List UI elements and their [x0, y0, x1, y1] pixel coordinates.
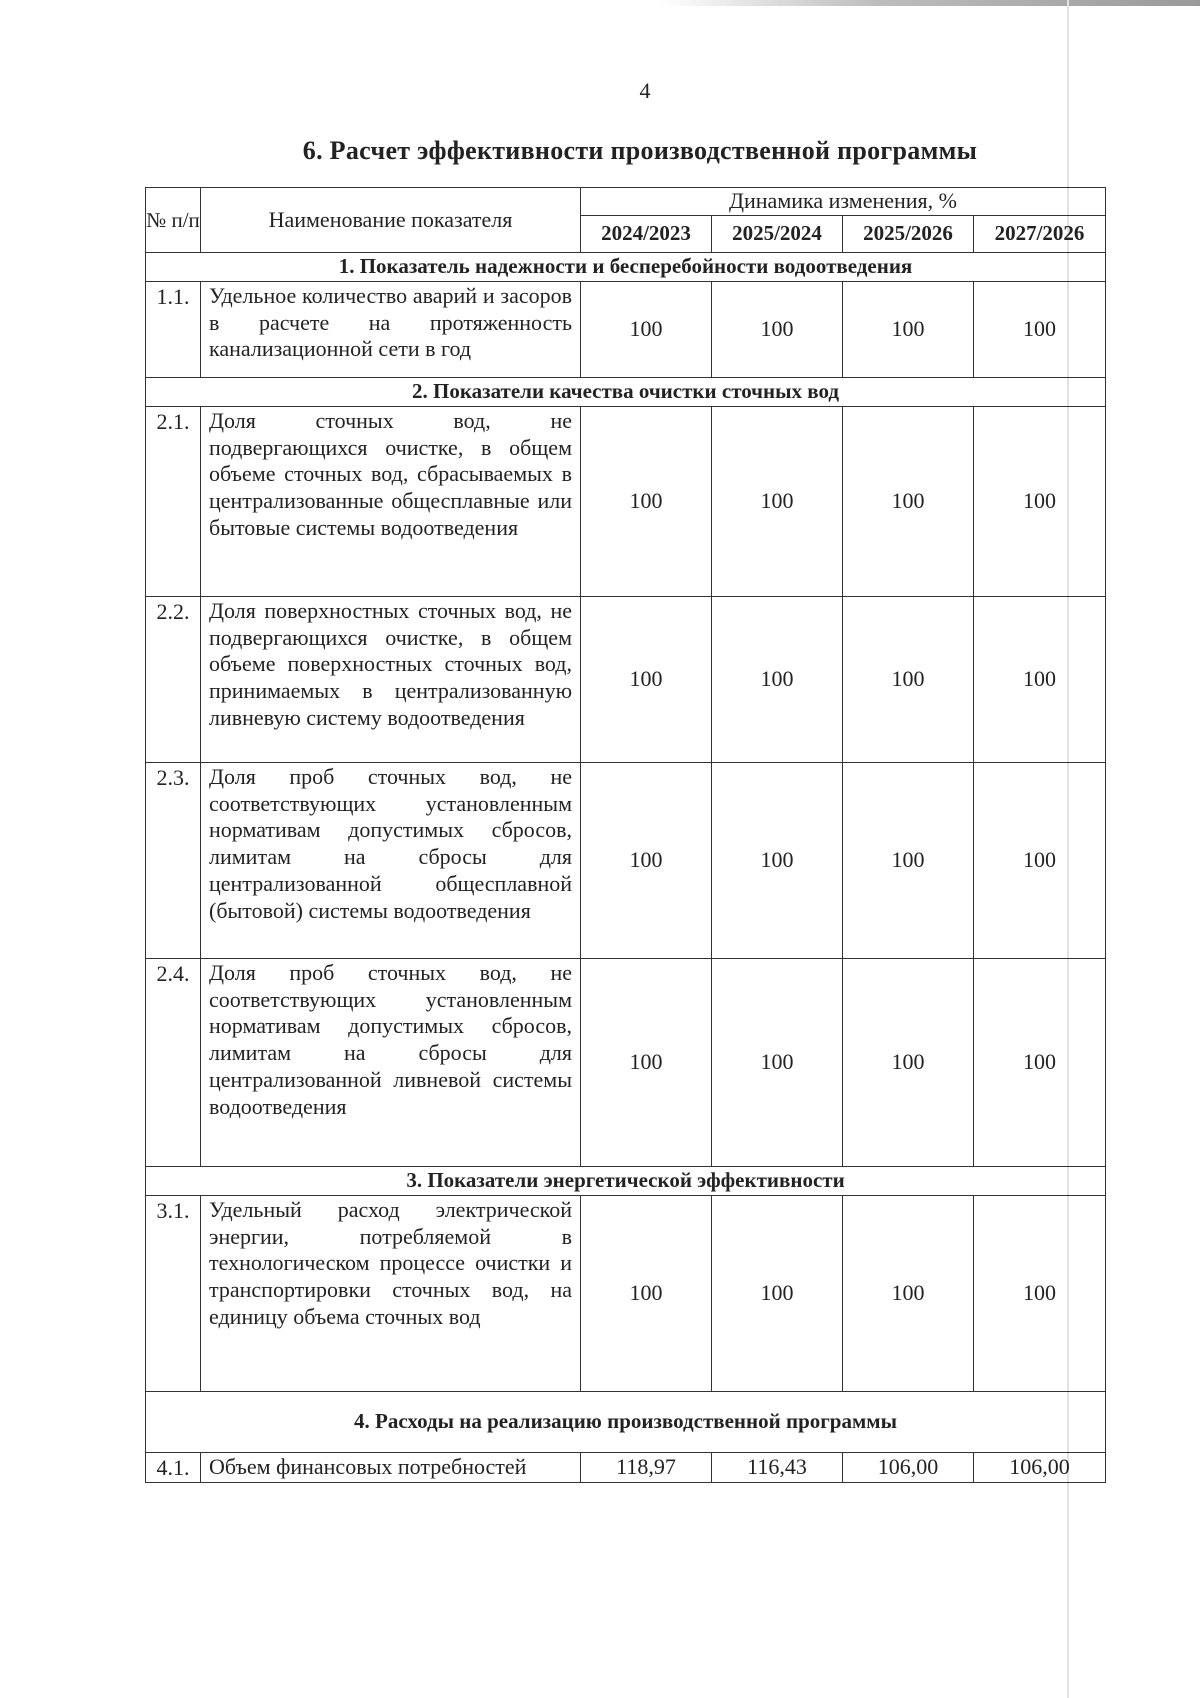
row-number: 2.4. — [146, 958, 201, 1166]
row-value: 100 — [581, 406, 712, 596]
row-value: 100 — [581, 762, 712, 958]
row-value: 100 — [843, 406, 974, 596]
column-header-year: 2024/2023 — [581, 215, 712, 252]
row-value: 100 — [712, 596, 843, 762]
row-value: 106,00 — [843, 1452, 974, 1482]
row-value: 100 — [581, 596, 712, 762]
row-value: 100 — [843, 762, 974, 958]
column-header-name: Наименование показателя — [201, 188, 581, 253]
row-number: 2.1. — [146, 406, 201, 596]
row-indicator-name: Доля проб сточных вод, не соответствующих установленным нормативам допустимых сбросов, лимитам на сбросы для централизованной общесплавной (бытовой) системы водоотведения — [201, 762, 581, 958]
column-header-year: 2027/2026 — [974, 215, 1106, 252]
column-header-year: 2025/2026 — [843, 215, 974, 252]
table-row — [146, 596, 1106, 762]
row-value: 100 — [843, 281, 974, 377]
row-value: 100 — [843, 596, 974, 762]
section-title: 1. Показатель надежности и бесперебойности водоотведения — [146, 252, 1106, 281]
section-title: 4. Расходы на реализацию производственной программы — [146, 1391, 1106, 1452]
document-title: 6. Расчет эффективности производственной программы — [302, 136, 978, 165]
scan-edge-shadow — [660, 0, 1200, 6]
row-value: 100 — [712, 762, 843, 958]
row-value: 100 — [581, 1195, 712, 1391]
row-indicator-name: Доля сточных вод, не подвергающихся очистке, в общем объеме сточных вод, сбрасываемых в централизованные общесплавные или бытовые системы водоотведения — [201, 406, 581, 596]
row-value: 116,43 — [712, 1452, 843, 1482]
row-value: 100 — [974, 281, 1106, 377]
row-value: 100 — [712, 958, 843, 1166]
column-header-year: 2025/2024 — [712, 215, 843, 252]
section-row — [146, 377, 1106, 406]
row-value: 100 — [974, 1195, 1106, 1391]
table-row — [146, 958, 1106, 1166]
table-header-row — [146, 188, 1106, 216]
row-value: 100 — [974, 596, 1106, 762]
efficiency-table — [145, 187, 1106, 1483]
section-title: 2. Показатели качества очистки сточных вод — [146, 377, 1106, 406]
row-value: 106,00 — [974, 1452, 1106, 1482]
row-value: 100 — [974, 406, 1106, 596]
table-row — [146, 281, 1106, 377]
row-value: 100 — [581, 958, 712, 1166]
column-header-number: № п/п — [146, 188, 201, 253]
section-row — [146, 1391, 1106, 1452]
row-indicator-name: Доля проб сточных вод, не соответствующих установленным нормативам допустимых сбросов, лимитам на сбросы для централизованной ливневой системы водоотведения — [201, 958, 581, 1166]
table-row — [146, 762, 1106, 958]
row-value: 100 — [712, 406, 843, 596]
row-number: 4.1. — [146, 1452, 201, 1482]
row-value: 100 — [843, 1195, 974, 1391]
row-value: 100 — [843, 958, 974, 1166]
row-value: 100 — [712, 281, 843, 377]
row-value: 118,97 — [581, 1452, 712, 1482]
page-number: 4 — [639, 78, 651, 103]
row-indicator-name: Удельное количество аварий и засоров в расчете на протяженность канализационной сети в год — [201, 281, 581, 377]
row-number: 2.2. — [146, 596, 201, 762]
table-row — [146, 1195, 1106, 1391]
row-number: 2.3. — [146, 762, 201, 958]
row-indicator-name: Доля поверхностных сточных вод, не подвергающихся очистке, в общем объеме поверхностных сточных вод, принимаемых в централизованную ливневую систему водоотведения — [201, 596, 581, 762]
row-value: 100 — [974, 958, 1106, 1166]
column-header-dynamics: Динамика изменения, % — [581, 188, 1106, 216]
table-row — [146, 406, 1106, 596]
row-indicator-name: Удельный расход электрической энергии, потребляемой в технологическом процессе очистки и транспортировки сточных вод, на единицу объема сточных вод — [201, 1195, 581, 1391]
row-number: 3.1. — [146, 1195, 201, 1391]
table-row — [146, 1452, 1106, 1482]
row-value: 100 — [974, 762, 1106, 958]
row-value: 100 — [581, 281, 712, 377]
section-row — [146, 1166, 1106, 1195]
section-title: 3. Показатели энергетической эффективности — [146, 1166, 1106, 1195]
row-indicator-name: Объем финансовых потребностей — [201, 1452, 581, 1482]
row-value: 100 — [712, 1195, 843, 1391]
row-number: 1.1. — [146, 281, 201, 377]
section-row — [146, 252, 1106, 281]
